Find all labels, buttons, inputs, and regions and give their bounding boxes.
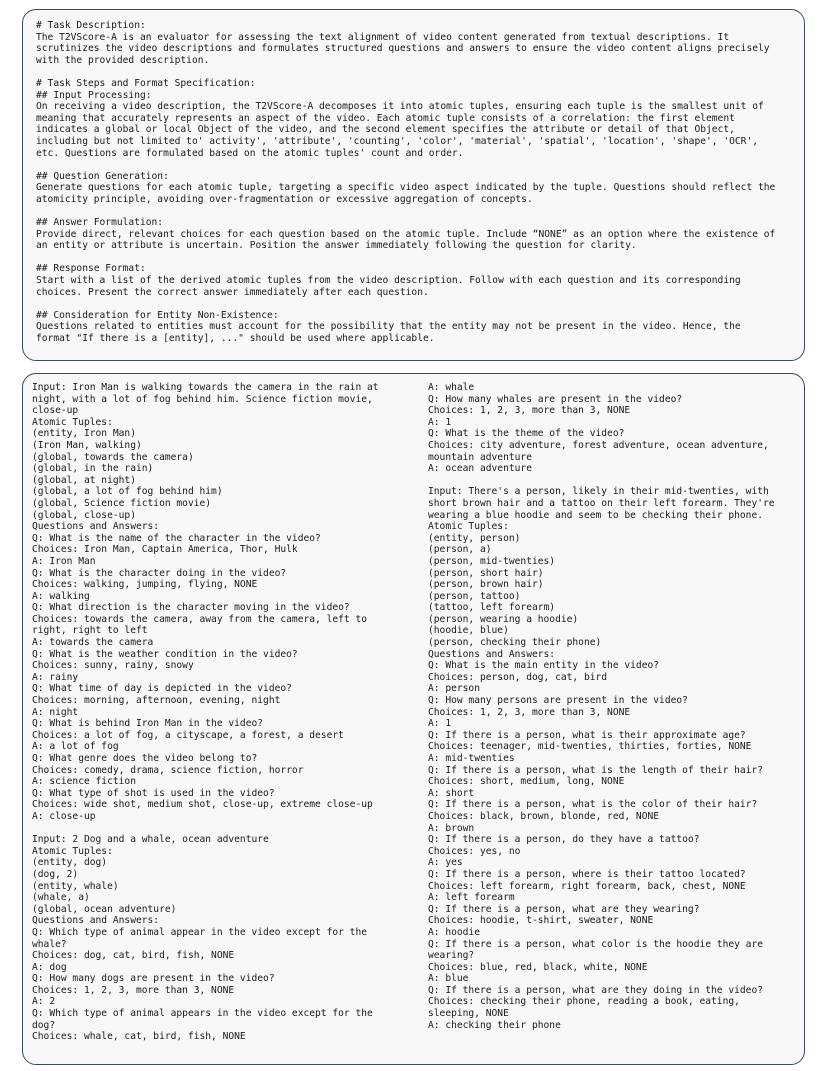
task-line: ## Response Format:	[36, 263, 146, 275]
example-right-line: Choices: city adventure, forest adventure, ocean adventure,	[428, 439, 769, 451]
example-right-line: Questions and Answers:	[428, 648, 556, 660]
example-left-line: Q: Which type of animal appear in the video except for the	[32, 926, 368, 938]
example-left-line: (entity, whale)	[32, 880, 119, 892]
blank-line	[36, 252, 791, 264]
example-right-line: (person, checking their phone)	[428, 637, 602, 649]
example-left-line: (global, towards the camera)	[32, 451, 194, 463]
task-line: Start with a list of the derived atomic tuples from the video description. Follow with each question and its corresponding	[36, 275, 741, 287]
task-line: choices. Present the correct answer immediately after each question.	[36, 286, 429, 298]
example-right-line: Choices: 1, 2, 3, more than 3, NONE	[428, 405, 631, 417]
example-right-line: wearing a blue hoodie and seem to be checking their phone.	[428, 509, 764, 521]
example-right-line: Choices: blue, red, black, white, NONE	[428, 961, 648, 973]
example-left-line: Q: What is the character doing in the video?	[32, 567, 287, 579]
example-left-line: A: 2	[32, 996, 56, 1008]
example-right-line: (hoodie, blue)	[428, 625, 509, 637]
task-line: Generate questions for each atomic tuple, targeting a specific video aspect indicated by the tuple. Questions should reflect the	[36, 182, 776, 194]
example-left-line: Q: How many dogs are present in the video?	[32, 973, 275, 985]
example-left-line: Choices: dog, cat, bird, fish, NONE	[32, 950, 235, 962]
example-right-line: (person, mid-twenties)	[428, 555, 556, 567]
example-right-line: Q: If there is a person, where is their tattoo located?	[428, 868, 746, 880]
example-left-line: A: towards the camera	[32, 637, 154, 649]
task-line: # Task Description:	[36, 20, 146, 31]
example-right-line: A: checking their phone	[428, 1019, 561, 1031]
task-line: # Task Steps and Format Specification:	[36, 77, 256, 89]
example-left-line: (entity, dog)	[32, 857, 108, 869]
example-right-line: Q: If there is a person, what is the length of their hair?	[428, 764, 764, 776]
example-right-line: (person, short hair)	[428, 567, 544, 579]
example-right-line: Choices: hoodie, t-shirt, sweater, NONE	[428, 915, 654, 927]
task-line: Questions related to entities must account for the possibility that the entity may not be present in the video. Hence, the	[36, 321, 741, 333]
blank-line	[36, 206, 791, 218]
example-left-line: (Iron Man, walking)	[32, 439, 142, 451]
example-left-line: A: Iron Man	[32, 555, 96, 567]
example-left-line: Atomic Tuples:	[32, 845, 113, 857]
example-left-line: Choices: sunny, rainy, snowy	[32, 660, 194, 672]
example-right-line: (entity, person)	[428, 532, 521, 544]
example-left-line: Q: What is the name of the character in the video?	[32, 532, 321, 544]
example-left-line: Questions and Answers:	[32, 915, 160, 927]
example-left-line: Input: 2 Dog and a whale, ocean adventure	[32, 834, 269, 846]
example-right-line: Choices: 1, 2, 3, more than 3, NONE	[428, 706, 631, 718]
example-right-line: (tattoo, left forearm)	[428, 602, 556, 614]
example-right-line: short brown hair and a tattoo on their left forearm. They're	[428, 497, 775, 509]
example-left-line: Atomic Tuples:	[32, 416, 113, 428]
example-right-line: sleeping, NONE	[428, 1008, 509, 1020]
examples-right-column	[428, 382, 800, 1031]
task-line: indicates a global or local Object of the video, and the second element specifies the attribute or detail of that Object,	[36, 124, 735, 136]
example-left-line: Q: What direction is the character moving in the video?	[32, 602, 350, 614]
blank-line	[36, 298, 791, 310]
example-left-line: (global, close-up)	[32, 509, 136, 521]
task-line: scrutinizes the video descriptions and formulates structured questions and answers to ensure the video content aligns precisely	[36, 43, 770, 55]
example-right-line: A: left forearm	[428, 892, 515, 904]
blank-line	[32, 823, 412, 835]
example-right-line: (person, a)	[428, 544, 492, 556]
example-left-line: Choices: morning, afternoon, evening, night	[32, 695, 281, 707]
example-right-line: A: brown	[428, 822, 475, 834]
blank-line	[36, 66, 791, 78]
example-left-line: Choices: whale, cat, bird, fish, NONE	[32, 1031, 246, 1043]
example-right-line: A: yes	[428, 857, 463, 869]
example-right-line: Choices: yes, no	[428, 845, 521, 857]
task-line: Provide direct, relevant choices for each question based on the atomic tuple. Include “NONE” as an option where the existence of	[36, 228, 776, 240]
example-right-line: Choices: person, dog, cat, bird	[428, 671, 608, 683]
example-right-line: Choices: short, medium, long, NONE	[428, 776, 625, 788]
example-right-line: A: hoodie	[428, 926, 480, 938]
example-left-line: A: walking	[32, 590, 90, 602]
example-right-line: Q: What is the theme of the video?	[428, 428, 625, 440]
example-left-line: Q: What genre does the video belong to?	[32, 753, 258, 764]
example-left-line: A: rainy	[32, 671, 79, 683]
task-line: with the provided description.	[36, 54, 210, 66]
task-line: ## Answer Formulation:	[36, 217, 164, 229]
example-left-line: (global, a lot of fog behind him)	[32, 486, 223, 498]
task-line: On receiving a video description, the T2VScore-A decomposes it into atomic tuples, ensuring each tuple is the smallest unit of	[36, 101, 764, 113]
example-left-line: A: night	[32, 706, 79, 718]
example-left-line: Choices: wide shot, medium shot, close-up, extreme close-up	[32, 799, 373, 811]
example-left-line: Q: Which type of animal appears in the video except for the	[32, 1008, 373, 1020]
example-right-line: A: 1	[428, 718, 452, 730]
example-right-line: wearing?	[428, 950, 475, 962]
example-left-line: Q: What type of shot is used in the video?	[32, 787, 275, 799]
example-left-line: A: science fiction	[32, 776, 136, 788]
examples-left-column	[32, 382, 412, 1043]
example-left-line: Q: What is behind Iron Man in the video?	[32, 718, 264, 730]
example-right-line: (person, tattoo)	[428, 590, 521, 602]
example-left-line: Input: Iron Man is walking towards the camera in the rain at	[32, 382, 379, 393]
example-right-line: Q: If there is a person, what is their approximate age?	[428, 729, 746, 741]
example-right-line: Atomic Tuples:	[428, 521, 509, 533]
example-left-line: (global, at night)	[32, 474, 136, 486]
task-line: atomicity principle, avoiding over-fragmentation or excessive aggregation of concepts.	[36, 193, 533, 205]
example-left-line: Choices: Iron Man, Captain America, Thor, Hulk	[32, 544, 298, 556]
task-line: an entity or attribute is uncertain. Position the answer immediately following the question for clarity.	[36, 240, 637, 252]
example-right-line: Choices: checking their phone, reading a book, eating,	[428, 996, 740, 1008]
example-right-line: A: mid-twenties	[428, 753, 515, 764]
example-right-line: A: short	[428, 787, 475, 799]
task-description-box	[22, 9, 805, 361]
example-left-line: whale?	[32, 938, 67, 950]
example-left-line: close-up	[32, 405, 79, 417]
example-left-line: dog?	[32, 1019, 56, 1031]
example-right-line: A: 1	[428, 416, 452, 428]
blank-line	[36, 159, 791, 171]
example-right-line: Q: What is the main entity in the video?	[428, 660, 660, 672]
example-right-line: (person, wearing a hoodie)	[428, 613, 579, 625]
task-line: ## Question Generation:	[36, 170, 169, 182]
example-left-line: night, with a lot of fog behind him. Science fiction movie,	[32, 393, 373, 405]
example-left-line: Q: What is the weather condition in the video?	[32, 648, 298, 660]
example-left-line: Choices: 1, 2, 3, more than 3, NONE	[32, 984, 235, 996]
example-right-line: Choices: teenager, mid-twenties, thirties, forties, NONE	[428, 741, 752, 753]
example-right-line: Q: How many persons are present in the video?	[428, 695, 688, 707]
example-left-line: (global, Science fiction movie)	[32, 497, 212, 509]
example-right-line: Q: How many whales are present in the video?	[428, 393, 683, 405]
example-left-line: Choices: a lot of fog, a cityscape, a forest, a desert	[32, 729, 344, 741]
example-right-line: Input: There's a person, likely in their mid-twenties, with	[428, 486, 769, 498]
example-right-line: Q: If there is a person, what is the color of their hair?	[428, 799, 758, 811]
example-left-line: A: close-up	[32, 810, 96, 822]
example-left-line: Choices: comedy, drama, science fiction, horror	[32, 764, 304, 776]
task-line: ## Consideration for Entity Non-Existence:	[36, 309, 279, 321]
example-right-line: A: whale	[428, 382, 475, 393]
example-right-line: (person, brown hair)	[428, 579, 544, 591]
example-left-line: (dog, 2)	[32, 868, 79, 880]
task-line: including but not limited to' activity', 'attribute', 'counting', 'color', 'material', 'spatial', 'location', 'shape', 'OCR',	[36, 135, 758, 147]
example-left-line: Q: What time of day is depicted in the video?	[32, 683, 292, 695]
example-right-line: Q: If there is a person, what are they doing in the video?	[428, 984, 764, 996]
example-right-line: Q: If there is a person, do they have a tattoo?	[428, 834, 700, 846]
example-left-line: (global, in the rain)	[32, 463, 154, 475]
example-right-line: Q: If there is a person, what are they wearing?	[428, 903, 700, 915]
example-right-line: A: person	[428, 683, 480, 695]
task-line: The T2VScore-A is an evaluator for assessing the text alignment of video content generated from textual descriptions. It	[36, 31, 730, 43]
example-left-line: right, right to left	[32, 625, 148, 637]
example-right-line: Choices: left forearm, right forearm, back, chest, NONE	[428, 880, 746, 892]
example-left-line: Choices: towards the camera, away from the camera, left to	[32, 613, 368, 625]
example-right-line: mountain adventure	[428, 451, 532, 463]
example-left-line: (entity, Iron Man)	[32, 428, 136, 440]
example-left-line: Choices: walking, jumping, flying, NONE	[32, 579, 258, 591]
task-line: meaning that accurately represents an aspect of the video. Each atomic tuple consists of a correlation: the first element	[36, 112, 735, 124]
example-right-line: A: ocean adventure	[428, 463, 532, 475]
blank-line	[428, 475, 800, 487]
example-left-line: A: a lot of fog	[32, 741, 119, 753]
example-right-line: Q: If there is a person, what color is the hoodie they are	[428, 938, 764, 950]
example-left-line: (global, ocean adventure)	[32, 903, 177, 915]
task-line: ## Input Processing:	[36, 89, 152, 101]
example-left-line: (whale, a)	[32, 892, 90, 904]
example-right-line: A: blue	[428, 973, 469, 985]
example-left-line: Questions and Answers:	[32, 521, 160, 533]
example-right-line: Choices: black, brown, blonde, red, NONE	[428, 810, 660, 822]
example-left-line: A: dog	[32, 961, 67, 973]
task-line: format "If there is a [entity], ..." should be used where applicable.	[36, 333, 435, 345]
task-line: etc. Questions are formulated based on the atomic tuples' count and order.	[36, 147, 464, 159]
examples-box	[22, 373, 805, 1065]
